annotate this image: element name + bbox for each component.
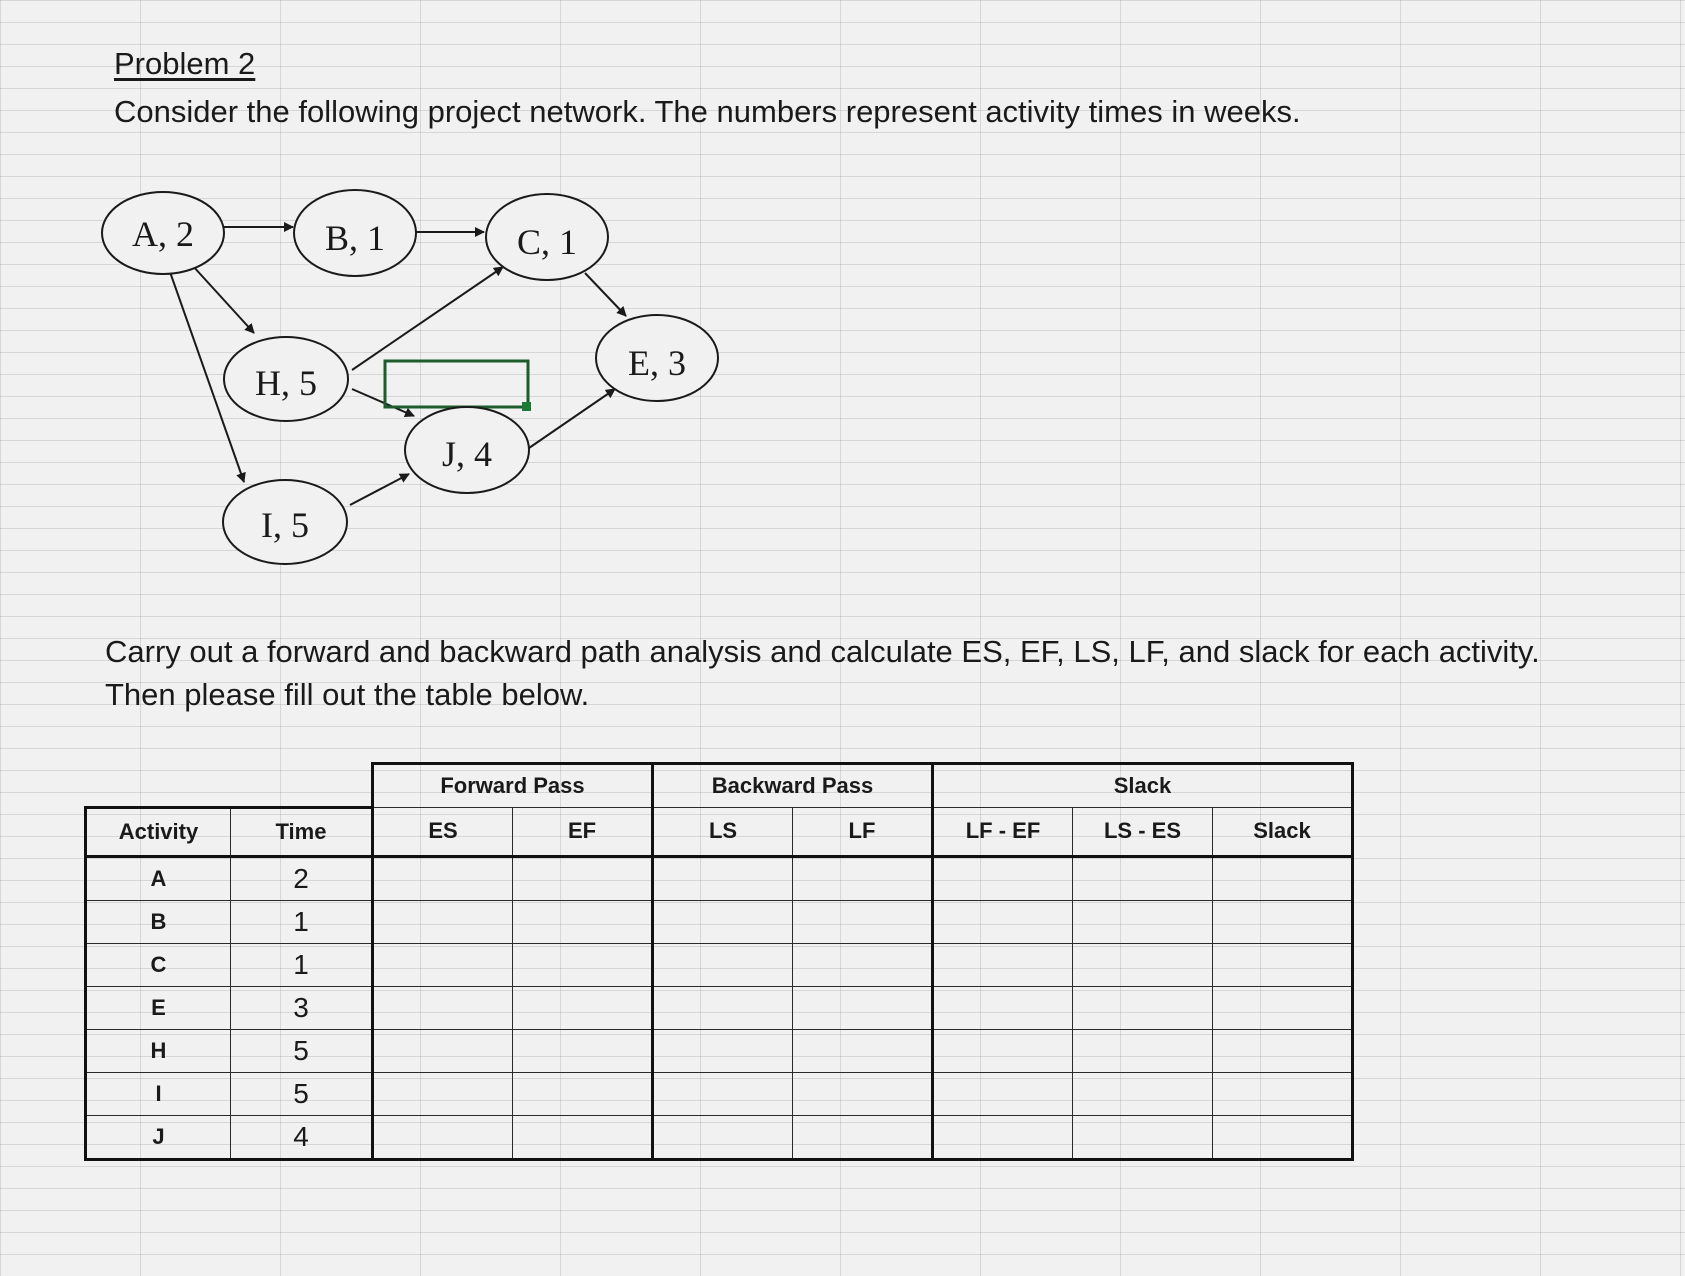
lf-input-cell[interactable]: [793, 1115, 933, 1159]
col-lf: LF: [793, 807, 933, 856]
time-cell: 1: [231, 943, 373, 986]
slack-input-cell[interactable]: [1213, 856, 1353, 900]
node-label: H, 5: [255, 363, 317, 403]
group-forward-pass: Forward Pass: [373, 764, 653, 808]
time-cell: 1: [231, 900, 373, 943]
group-slack: Slack: [933, 764, 1353, 808]
table-row: [86, 943, 1353, 986]
edge-H-J: [352, 389, 414, 416]
node-H: [224, 337, 348, 421]
table-row: [86, 1072, 1353, 1115]
node-E: [596, 315, 718, 401]
slack-input-cell[interactable]: [1213, 943, 1353, 986]
instructions-line-1: Carry out a forward and backward path analysis and calculate ES, EF, LS, LF, and slack for each activity.: [105, 634, 1540, 669]
instructions-line-2: Then please fill out the table below.: [105, 677, 590, 712]
ef-input-cell[interactable]: [513, 900, 653, 943]
analysis-table: [84, 762, 1354, 1161]
node-label: I, 5: [261, 505, 309, 545]
node-A: [102, 192, 224, 274]
ls-input-cell[interactable]: [653, 943, 793, 986]
ls-es-input-cell[interactable]: [1073, 1115, 1213, 1159]
table-row: [86, 1029, 1353, 1072]
edge-A-H: [192, 265, 254, 333]
ls-input-cell[interactable]: [653, 856, 793, 900]
edge-J-E: [529, 389, 615, 448]
activity-cell: B: [86, 900, 231, 943]
ls-input-cell[interactable]: [653, 986, 793, 1029]
slack-input-cell[interactable]: [1213, 986, 1353, 1029]
ls-es-input-cell[interactable]: [1073, 900, 1213, 943]
node-I: [223, 480, 347, 564]
col-ef: EF: [513, 807, 653, 856]
table-row: [86, 900, 1353, 943]
time-cell: 5: [231, 1029, 373, 1072]
es-input-cell[interactable]: [373, 1115, 513, 1159]
time-cell: 5: [231, 1072, 373, 1115]
ef-input-cell[interactable]: [513, 1115, 653, 1159]
col-activity: Activity: [86, 807, 231, 856]
lf-ef-input-cell[interactable]: [933, 1115, 1073, 1159]
lf-input-cell[interactable]: [793, 1029, 933, 1072]
table-row: [86, 1115, 1353, 1159]
problem-intro: Consider the following project network. The numbers represent activity times in weeks.: [114, 94, 1301, 129]
ls-es-input-cell[interactable]: [1073, 1072, 1213, 1115]
es-input-cell[interactable]: [373, 856, 513, 900]
ls-es-input-cell[interactable]: [1073, 986, 1213, 1029]
lf-ef-input-cell[interactable]: [933, 943, 1073, 986]
col-slack: Slack: [1213, 807, 1353, 856]
activity-cell: J: [86, 1115, 231, 1159]
activity-cell: A: [86, 856, 231, 900]
col-time: Time: [231, 807, 373, 856]
lf-ef-input-cell[interactable]: [933, 986, 1073, 1029]
activity-cell: H: [86, 1029, 231, 1072]
lf-ef-input-cell[interactable]: [933, 1029, 1073, 1072]
ef-input-cell[interactable]: [513, 986, 653, 1029]
es-input-cell[interactable]: [373, 900, 513, 943]
ef-input-cell[interactable]: [513, 1072, 653, 1115]
table-row: [86, 856, 1353, 900]
node-label: C, 1: [516, 222, 578, 262]
time-cell: 2: [231, 856, 373, 900]
lf-input-cell[interactable]: [793, 856, 933, 900]
group-backward-pass: Backward Pass: [653, 764, 933, 808]
ls-input-cell[interactable]: [653, 1072, 793, 1115]
ls-input-cell[interactable]: [653, 900, 793, 943]
slack-input-cell[interactable]: [1213, 1029, 1353, 1072]
lf-input-cell[interactable]: [793, 986, 933, 1029]
slack-input-cell[interactable]: [1213, 1072, 1353, 1115]
es-input-cell[interactable]: [373, 943, 513, 986]
es-input-cell[interactable]: [373, 1072, 513, 1115]
col-es: ES: [373, 807, 513, 856]
ef-input-cell[interactable]: [513, 943, 653, 986]
ls-es-input-cell[interactable]: [1073, 943, 1213, 986]
es-input-cell[interactable]: [373, 1029, 513, 1072]
table-row: [86, 986, 1353, 1029]
lf-ef-input-cell[interactable]: [933, 1072, 1073, 1115]
edge-I-J: [350, 474, 409, 505]
edge-H-C: [352, 267, 503, 370]
edge-C-E: [585, 273, 626, 316]
node-B: [294, 190, 416, 276]
problem-title: Problem 2: [114, 46, 256, 81]
column-header-row: [86, 807, 1353, 856]
node-C: [486, 194, 608, 280]
ls-input-cell[interactable]: [653, 1029, 793, 1072]
group-header-row: [86, 764, 1353, 808]
node-J: [405, 407, 529, 493]
activity-cell: C: [86, 943, 231, 986]
node-label: B, 1: [324, 218, 386, 258]
activity-cell: E: [86, 986, 231, 1029]
slack-input-cell[interactable]: [1213, 1115, 1353, 1159]
ls-es-input-cell[interactable]: [1073, 856, 1213, 900]
node-label: A, 2: [132, 214, 194, 254]
col-ls-es: LS - ES: [1073, 807, 1213, 856]
lf-input-cell[interactable]: [793, 1072, 933, 1115]
instructions: [105, 630, 1540, 716]
time-cell: 3: [231, 986, 373, 1029]
ls-es-input-cell[interactable]: [1073, 1029, 1213, 1072]
node-label: J, 4: [441, 434, 493, 474]
lf-ef-input-cell[interactable]: [933, 856, 1073, 900]
slack-input-cell[interactable]: [1213, 900, 1353, 943]
es-input-cell[interactable]: [373, 986, 513, 1029]
ef-input-cell[interactable]: [513, 1029, 653, 1072]
col-lf-ef: LF - EF: [933, 807, 1073, 856]
lf-input-cell[interactable]: [793, 900, 933, 943]
time-cell: 4: [231, 1115, 373, 1159]
activity-cell: I: [86, 1072, 231, 1115]
col-ls: LS: [653, 807, 793, 856]
ls-input-cell[interactable]: [653, 1115, 793, 1159]
lf-input-cell[interactable]: [793, 943, 933, 986]
selected-cell-box: [385, 361, 528, 407]
selection-handle: [522, 402, 531, 411]
ef-input-cell[interactable]: [513, 856, 653, 900]
lf-ef-input-cell[interactable]: [933, 900, 1073, 943]
node-label: E, 3: [628, 343, 686, 383]
